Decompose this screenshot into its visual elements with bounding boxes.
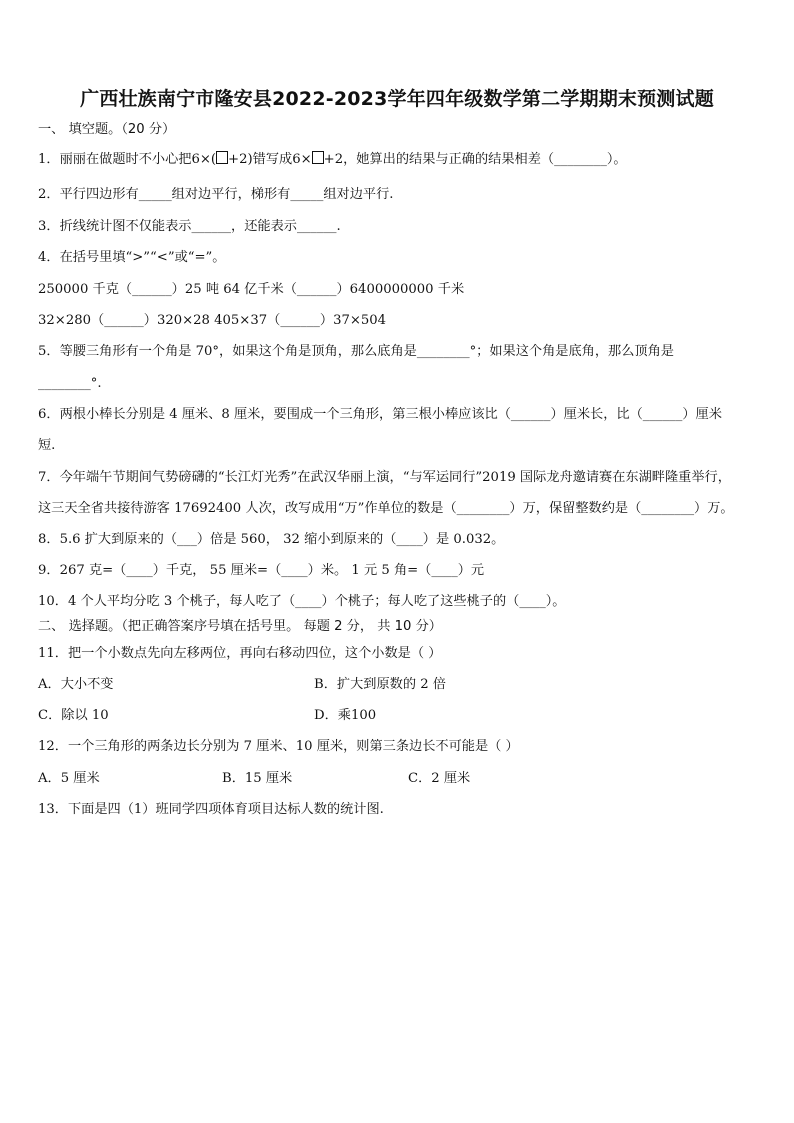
section-heading-multiple-choice: 二、 选择题。（把正确答案序号填在括号里。 每题 2 分， 共 10 分） (38, 619, 442, 634)
question-10: 10．4 个人平均分吃 3 个桃子，每人吃了（____）个桃子；每人吃了这些桃子的（____）。 (38, 594, 566, 609)
option-b: B．扩大到原数的 2 倍 (314, 677, 446, 692)
question-1-part-b: +2)错写成6× (228, 152, 312, 167)
question-8: 8．5.6 扩大到原来的（___）倍是 560， 32 缩小到原来的（____）是 0.032。 (38, 532, 505, 547)
box-placeholder-icon (312, 151, 324, 164)
question-7-line-1: 7．今年端午节期间气势磅礴的“长江灯光秀”在武汉华丽上演，“与军运同行”2019 国际龙舟邀请赛在东湖畔隆重举行， (38, 470, 731, 485)
option-b: B．15 厘米 (222, 771, 293, 786)
question-11-options-row-2 (38, 707, 377, 725)
question-7-line-2: 这三天全省共接待游客 17692400 人次，改写成用“万”作单位的数是（________）万，保留整数约是（________）万。 (38, 501, 734, 516)
question-5-line-1: 5．等腰三角形有一个角是 70°，如果这个角是顶角，那么底角是________°；如果这个角是底角，那么顶角是 (38, 344, 674, 359)
option-a: A．5 厘米 (38, 771, 100, 786)
section-heading-fill-blank: 一、 填空题。（20 分） (38, 122, 176, 137)
question-6-line-1: 6．两根小棒长分别是 4 厘米、8 厘米，要围成一个三角形，第三根小棒应该比（______）厘米长，比（______）厘米 (38, 407, 722, 422)
question-12: 12．一个三角形的两条边长分别为 7 厘米、10 厘米，则第三条边长不可能是（ ） (38, 739, 519, 754)
question-2: 2．平行四边形有_____组对边平行，梯形有_____组对边平行. (38, 187, 394, 202)
question-1-part-c: +2，她算出的结果与正确的结果相差（________）。 (323, 152, 627, 167)
option-d: D．乘100 (314, 708, 377, 723)
question-4-row-1: 250000 千克（______）25 吨 64 亿千米（______）6400000000 千米 (38, 282, 465, 297)
question-9: 9．267 克=（____）千克， 55 厘米=（____）米。 1 元 5 角=（____）元 (38, 563, 485, 578)
question-4: 4．在括号里填“>”“<”或“=”。 (38, 250, 226, 265)
question-3: 3．折线统计图不仅能表示______，还能表示______. (38, 219, 341, 234)
question-12-options (38, 770, 471, 788)
question-1-part-a: 1．丽丽在做题时不小心把6×( (38, 152, 217, 167)
question-1 (38, 151, 627, 169)
question-6-line-2: 短. (38, 438, 56, 453)
option-c: C．除以 10 (38, 708, 109, 723)
question-4-row-2: 32×280（______）320×28 405×37（______）37×504 (38, 313, 387, 328)
page-title: 广西壮族南宁市隆安县2022-2023学年四年级数学第二学期期末预测试题 (80, 88, 714, 110)
option-a: A．大小不变 (38, 677, 114, 692)
question-5-line-2: ________°. (38, 376, 102, 391)
question-11-options-row-1 (38, 676, 446, 694)
question-13: 13．下面是四（1）班同学四项体育项目达标人数的统计图. (38, 802, 384, 817)
option-c: C．2 厘米 (408, 771, 471, 786)
box-placeholder-icon (216, 151, 228, 164)
question-11: 11．把一个小数点先向左移两位，再向右移动四位，这个小数是（ ） (38, 646, 442, 661)
